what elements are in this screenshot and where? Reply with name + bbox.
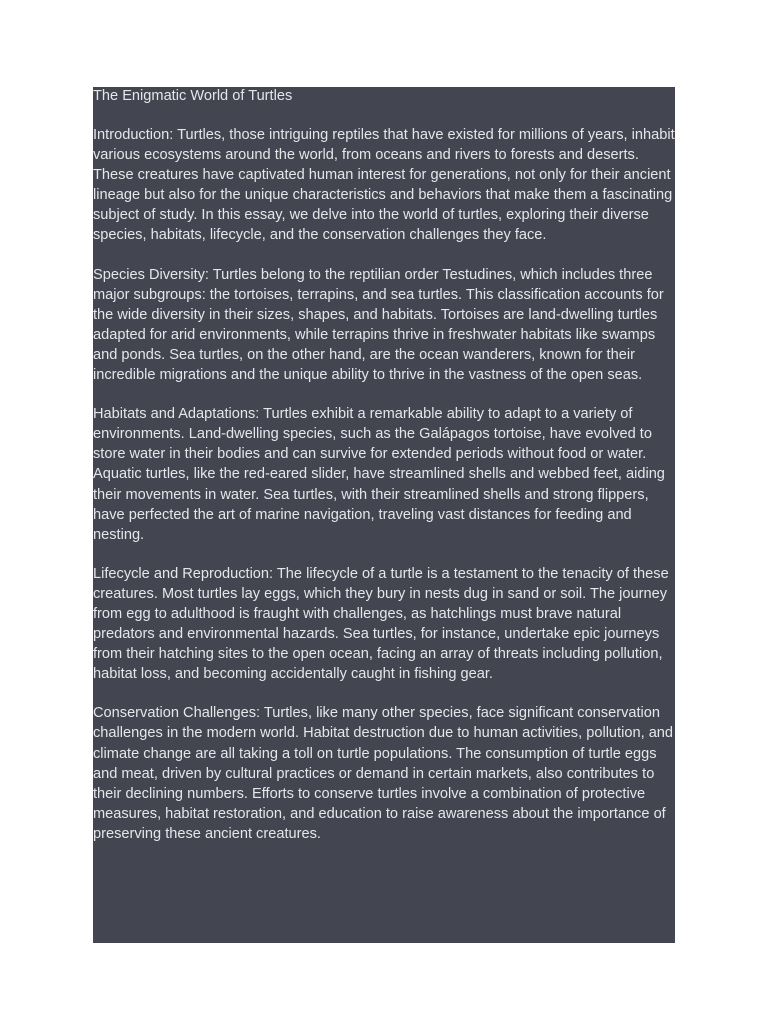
paragraph-gap: [93, 246, 675, 265]
paragraph-habitats-adaptations: Habitats and Adaptations: Turtles exhibit a remarkable ability to adapt to a variety of environments. Land-dwelling species, such as the Galápagos tortoise, have evolved to store water in their bodies and can survive for extended periods without food or water. Aquatic turtles, like the red-eared slider, have streamlined shells and webbed feet, aiding their movements in water. Sea turtles, with their streamlined shells and strong flippers, have perfected the art of marine navigation, traveling vast distances for feeding and nesting.: [93, 406, 665, 543]
essay-title: The Enigmatic World of Turtles: [93, 88, 293, 104]
paragraph-introduction: Introduction: Turtles, those intriguing reptiles that have existed for millions of years, inhabit various ecosystems around the world, from oceans and rivers to forests and deserts. These creatures have captivated human interest for generations, not only for their ancient lineage but also for the unique characteristics and behaviors that make them a fascinating subject of study. In this essay, we delve into the world of turtles, exploring their diverse species, habitats, lifecycle, and the conservation challenges they face.: [93, 127, 675, 244]
paragraph-species-diversity: Species Diversity: Turtles belong to the reptilian order Testudines, which includes three major subgroups: the tortoises, terrapins, and sea turtles. This classification accounts for the wide diversity in their sizes, shapes, and habitats. Tortoises are land-dwelling turtles adapted for arid environments, while terrapins thrive in freshwater habitats like swamps and ponds. Sea turtles, on the other hand, are the ocean wanderers, known for their incredible migrations and the unique ability to thrive in the vastness of the open seas.: [93, 266, 664, 384]
paragraph-conservation-challenges: Conservation Challenges: Turtles, like many other species, face significant conservation challenges in the modern world. Habitat destruction due to human activities, pollution, and climate change are all taking a toll on turtle populations. The consumption of turtle eggs and meat, driven by cultural practices or demand in certain markets, also contributes to their declining numbers. Efforts to conserve turtles involve a combination of protective measures, habitat restoration, and education to raise awareness about the importance of preserving these ancient creatures.: [93, 705, 674, 842]
paragraph-lifecycle-reproduction: Lifecycle and Reproduction: The lifecycle of a turtle is a testament to the tenacity of these creatures. Most turtles lay eggs, which they bury in nests dug in sand or soil. The journey from egg to adulthood is fraught with challenges, as hatchlings must brave natural predators and environmental hazards. Sea turtles, for instance, undertake epic journeys from their hatching sites to the open ocean, facing an array of threats including pollution, habitat loss, and becoming accidentally caught in fishing gear.: [93, 565, 669, 683]
essay-text-block: [93, 87, 675, 943]
paragraph-gap: [93, 385, 675, 404]
paragraph-gap: [93, 545, 675, 564]
paragraph-gap: [93, 684, 675, 703]
paragraph-gap: [93, 105, 675, 125]
